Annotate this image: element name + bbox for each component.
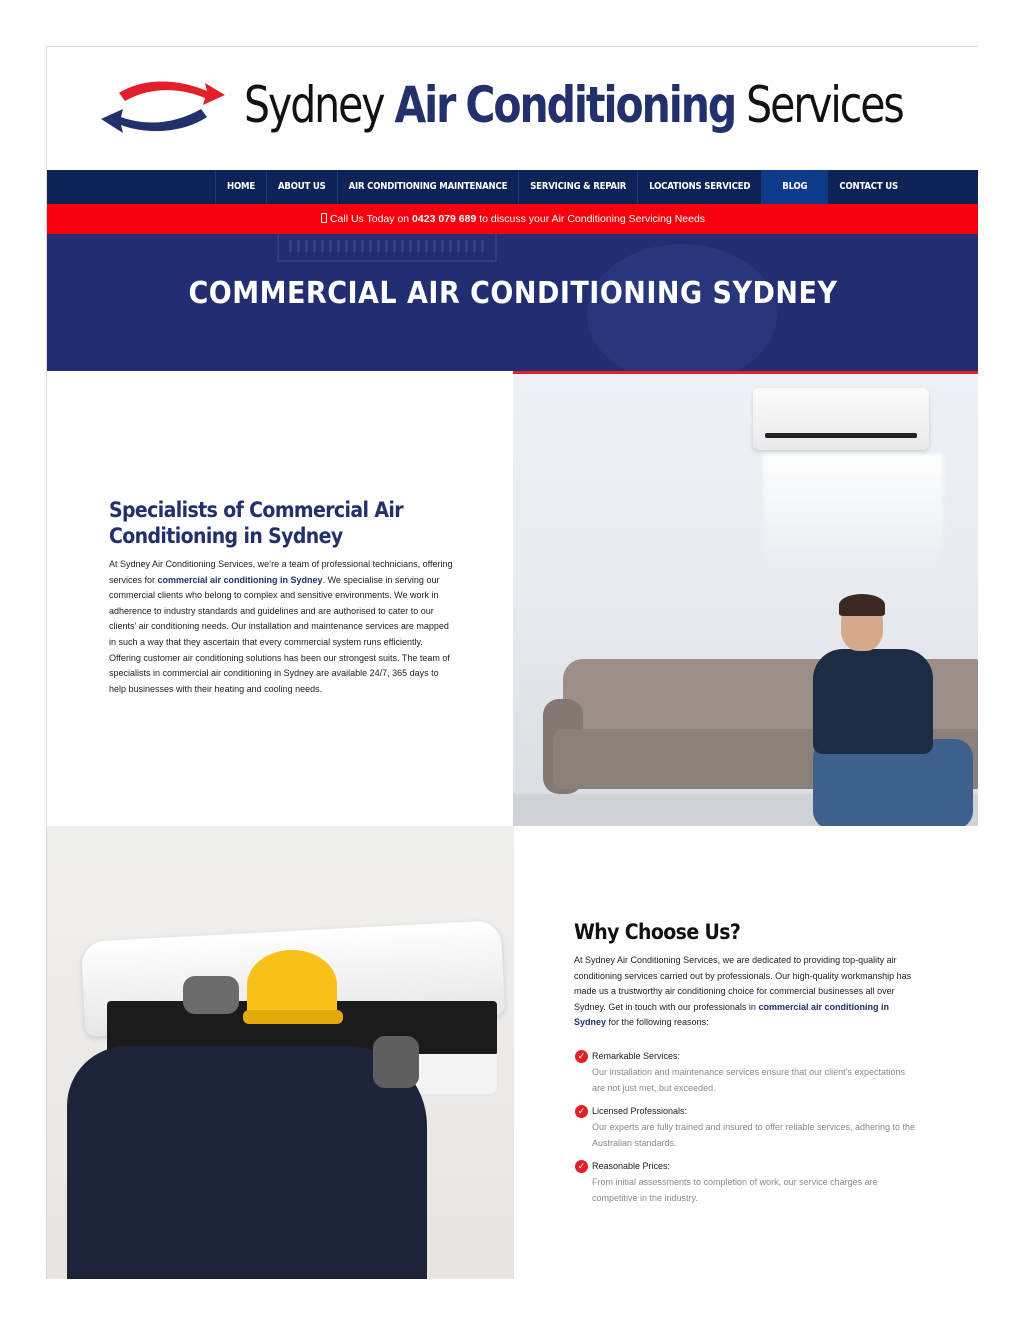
logo-word-sydney: Sydney — [244, 76, 384, 134]
glove-right — [373, 1036, 419, 1088]
nav-item-contact-us[interactable]: CONTACT US — [827, 170, 909, 204]
hero-background-grille — [277, 234, 497, 262]
commercial-ac-link-2[interactable]: commercial air conditioning in Sydney — [574, 1001, 889, 1028]
cool-airflow — [763, 454, 943, 574]
why-text-end: for the following reasons: — [606, 1017, 709, 1028]
man-hair — [839, 594, 885, 616]
check-icon: ✓ — [575, 1050, 588, 1063]
callbar-phone-link[interactable]: 0423 079 689 — [412, 213, 477, 225]
nav-item-ac-maintenance[interactable]: AIR CONDITIONING MAINTENANCE — [337, 170, 519, 204]
check-icon: ✓ — [575, 1105, 588, 1118]
call-us-bar — [47, 204, 978, 234]
reason-title: Licensed Professionals: — [592, 1105, 688, 1116]
why-choose-us-paragraph — [574, 953, 920, 1031]
hero-banner — [47, 234, 978, 371]
reason-title: Remarkable Services: — [592, 1050, 681, 1061]
mobile-phone-icon — [321, 213, 327, 223]
reason-description: From initial assessments to completion of work, our service charges are competitive in the industry. — [592, 1176, 878, 1203]
check-icon: ✓ — [575, 1160, 588, 1173]
man-body — [813, 649, 933, 754]
callbar-suffix: to discuss your Air Conditioning Servicing Needs — [476, 213, 706, 225]
specialists-text-start: At Sydney Air Conditioning Services, we’re a team of professional technicians, offering services for — [109, 559, 453, 585]
specialists-paragraph — [109, 557, 454, 697]
commercial-ac-link[interactable]: commercial air conditioning in Sydney — [157, 574, 323, 585]
hard-hat-rim — [243, 1010, 343, 1024]
reason-title: Reasonable Prices: — [592, 1160, 671, 1171]
reasons-list — [574, 1049, 920, 1206]
page — [46, 46, 978, 1279]
why-choose-us-heading: Why Choose Us? — [574, 920, 741, 944]
technician-image — [47, 826, 514, 1279]
nav-item-locations-serviced[interactable]: LOCATIONS SERVICED — [637, 170, 761, 204]
logo-word-air: Air — [394, 76, 455, 134]
logo-word-conditioning: Conditioning — [465, 76, 736, 134]
logo-word-services: Services — [746, 76, 903, 134]
why-choose-us-section — [574, 919, 920, 1214]
wall-ac-unit — [753, 388, 929, 450]
specialists-section — [109, 497, 454, 697]
nav-item-home[interactable]: HOME — [215, 170, 266, 204]
page-title: COMMERCIAL AIR CONDITIONING SYDNEY — [188, 276, 838, 311]
list-item — [574, 1104, 920, 1151]
specialists-heading: Specialists of Commercial Air Conditioning in Sydney — [109, 498, 404, 548]
specialists-text-end: . We specialise in serving our commercial clients who belong to complex and sensitive environments. We work in adherence to industry standards and guidelines and are authorised to cater to our clients’ air conditioning needs. Our installation and maintenance services are mapped in such a way that they ascertain that every commercial system runs efficiently. Offering customer air conditioning solutions has been our strongest suits. The team of specialists in commercial air conditioning in Sydney are available 24/7, 365 days to help businesses with their heating and cooling needs. — [109, 574, 450, 694]
site-header — [47, 47, 978, 170]
nav-item-blog[interactable]: BLOG — [761, 170, 827, 204]
reason-description: Our experts are fully trained and insured to offer reliable services, adhering to the Australian standards. — [592, 1121, 916, 1148]
nav-item-servicing-repair[interactable]: SERVICING & REPAIR — [518, 170, 637, 204]
technician-body — [67, 1046, 427, 1279]
list-item — [574, 1049, 920, 1096]
callbar-prefix: Call Us Today on — [329, 213, 413, 225]
logo-arrows-icon[interactable] — [99, 75, 227, 139]
reason-description: Our installation and maintenance services ensure that our client’s expectations are not just met, but exceeded. — [592, 1066, 906, 1093]
nav-menu — [215, 170, 909, 204]
main-nav — [47, 170, 978, 204]
why-text-start: At Sydney Air Conditioning Services, we are dedicated to providing top-quality air conditioning services carried out by professionals. Our high-quality workmanship has made us a trustworthy air conditioning choice for commercial businesses all over Sydney. Get in touch with our professionals in — [574, 955, 912, 1012]
glove-left — [183, 976, 239, 1014]
list-item — [574, 1159, 920, 1206]
nav-item-about-us[interactable]: ABOUT US — [266, 170, 337, 204]
man-on-sofa-image — [513, 374, 978, 826]
logo-wordmark[interactable] — [244, 73, 903, 137]
